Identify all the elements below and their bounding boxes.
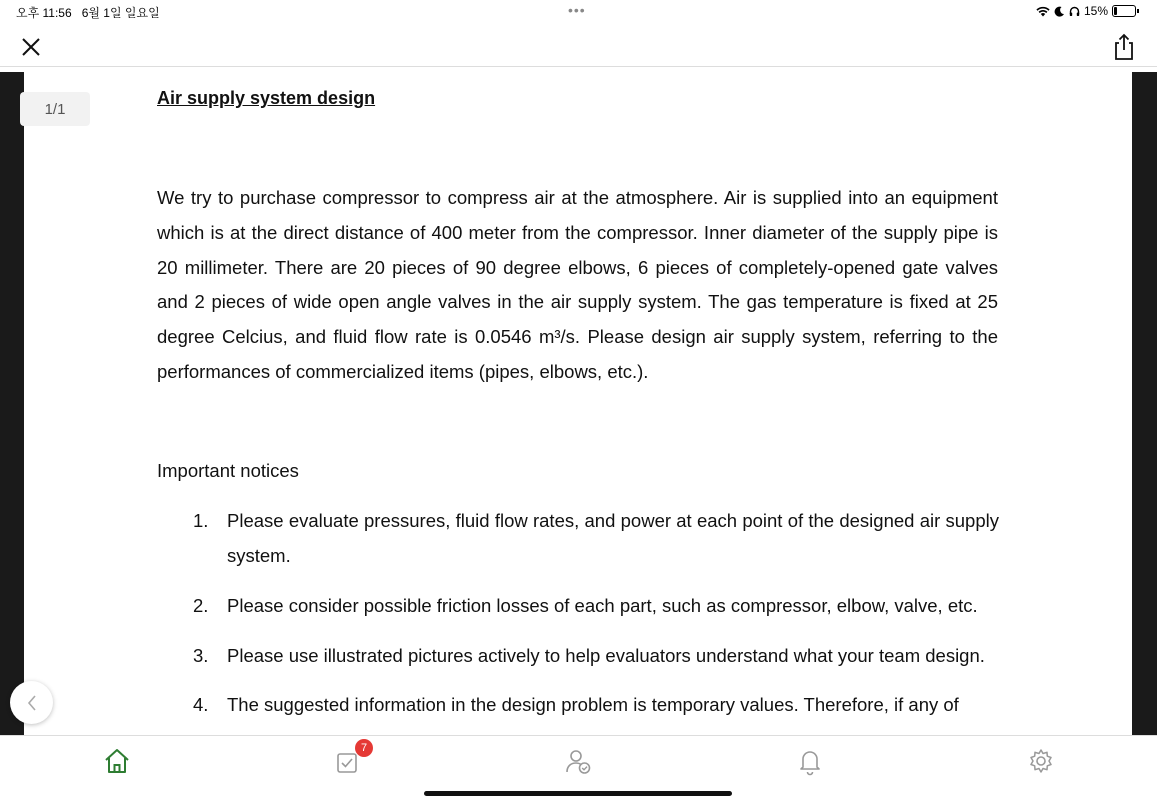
tab-notifications[interactable] — [795, 746, 825, 776]
notice-text: Please evaluate pressures, fluid flow rates, and power at each point of the designed air supply system. — [227, 510, 999, 566]
page-indicator: 1/1 — [20, 92, 90, 126]
tasks-badge: 7 — [355, 739, 373, 757]
notice-text: The suggested information in the design problem is temporary values. Therefore, if any of — [227, 694, 959, 715]
moon-icon — [1054, 6, 1065, 17]
battery-percent: 15% — [1083, 4, 1108, 18]
headphones-icon — [1069, 6, 1080, 17]
notice-number: 2. — [193, 595, 209, 616]
status-time — [16, 4, 160, 21]
notice-number: 3. — [193, 645, 209, 666]
notice-number: 1. — [193, 510, 209, 531]
status-date: 6월 1일 일요일 — [81, 6, 160, 20]
top-toolbar — [0, 26, 1157, 67]
close-button[interactable] — [18, 34, 44, 60]
status-indicators — [1036, 4, 1139, 18]
notice-text: Please consider possible friction losses of each part, such as compressor, elbow, valve, etc. — [227, 595, 978, 616]
document-viewer[interactable] — [0, 72, 1157, 735]
problem-paragraph: We try to purchase compressor to compress air at the atmosphere. Air is supplied into an equipment which is at the direct distance of 400 meter from the compressor. Inner diameter of the supply pipe is 20 millimeter. There are 20 pieces of 90 degree elbows, 6 pieces of completely-opened gate valves and 2 pieces of wide open angle valves in the air supply system. The gas temperature is fixed at 25 degree Celcius, and fluid flow rate is 0.0546 m³/s. Please design air supply system, referring to the performances of commercialized items (pipes, elbows, etc.). — [157, 187, 998, 382]
notice-number: 4. — [193, 694, 209, 715]
bell-icon — [795, 746, 825, 776]
notice-item — [193, 589, 999, 624]
share-icon — [1111, 32, 1137, 62]
multitask-dots[interactable]: ••• — [568, 2, 586, 18]
battery-icon — [1112, 5, 1136, 17]
home-icon — [102, 746, 132, 776]
document-title: Air supply system design — [157, 88, 376, 108]
tab-settings[interactable] — [1026, 746, 1056, 776]
share-button[interactable] — [1111, 32, 1137, 62]
notice-item — [193, 639, 999, 674]
previous-page-button[interactable] — [10, 681, 53, 724]
notice-text: Please use illustrated pictures actively to help evaluators understand what your team design. — [227, 645, 985, 666]
notice-item — [193, 688, 999, 723]
home-indicator[interactable] — [424, 791, 732, 796]
gear-icon — [1026, 746, 1056, 776]
notices-heading: Important notices — [157, 460, 299, 481]
status-time-value: 오후 11:56 — [16, 6, 72, 20]
document-page[interactable] — [24, 72, 1132, 735]
notice-item — [193, 504, 999, 574]
wifi-icon — [1036, 6, 1050, 17]
tab-home[interactable] — [102, 746, 132, 776]
bottom-tab-bar — [0, 735, 1157, 805]
tab-people[interactable] — [563, 746, 593, 776]
status-bar — [0, 0, 1157, 26]
chevron-left-icon — [25, 693, 39, 713]
person-check-icon — [563, 746, 593, 776]
close-icon — [18, 34, 44, 60]
